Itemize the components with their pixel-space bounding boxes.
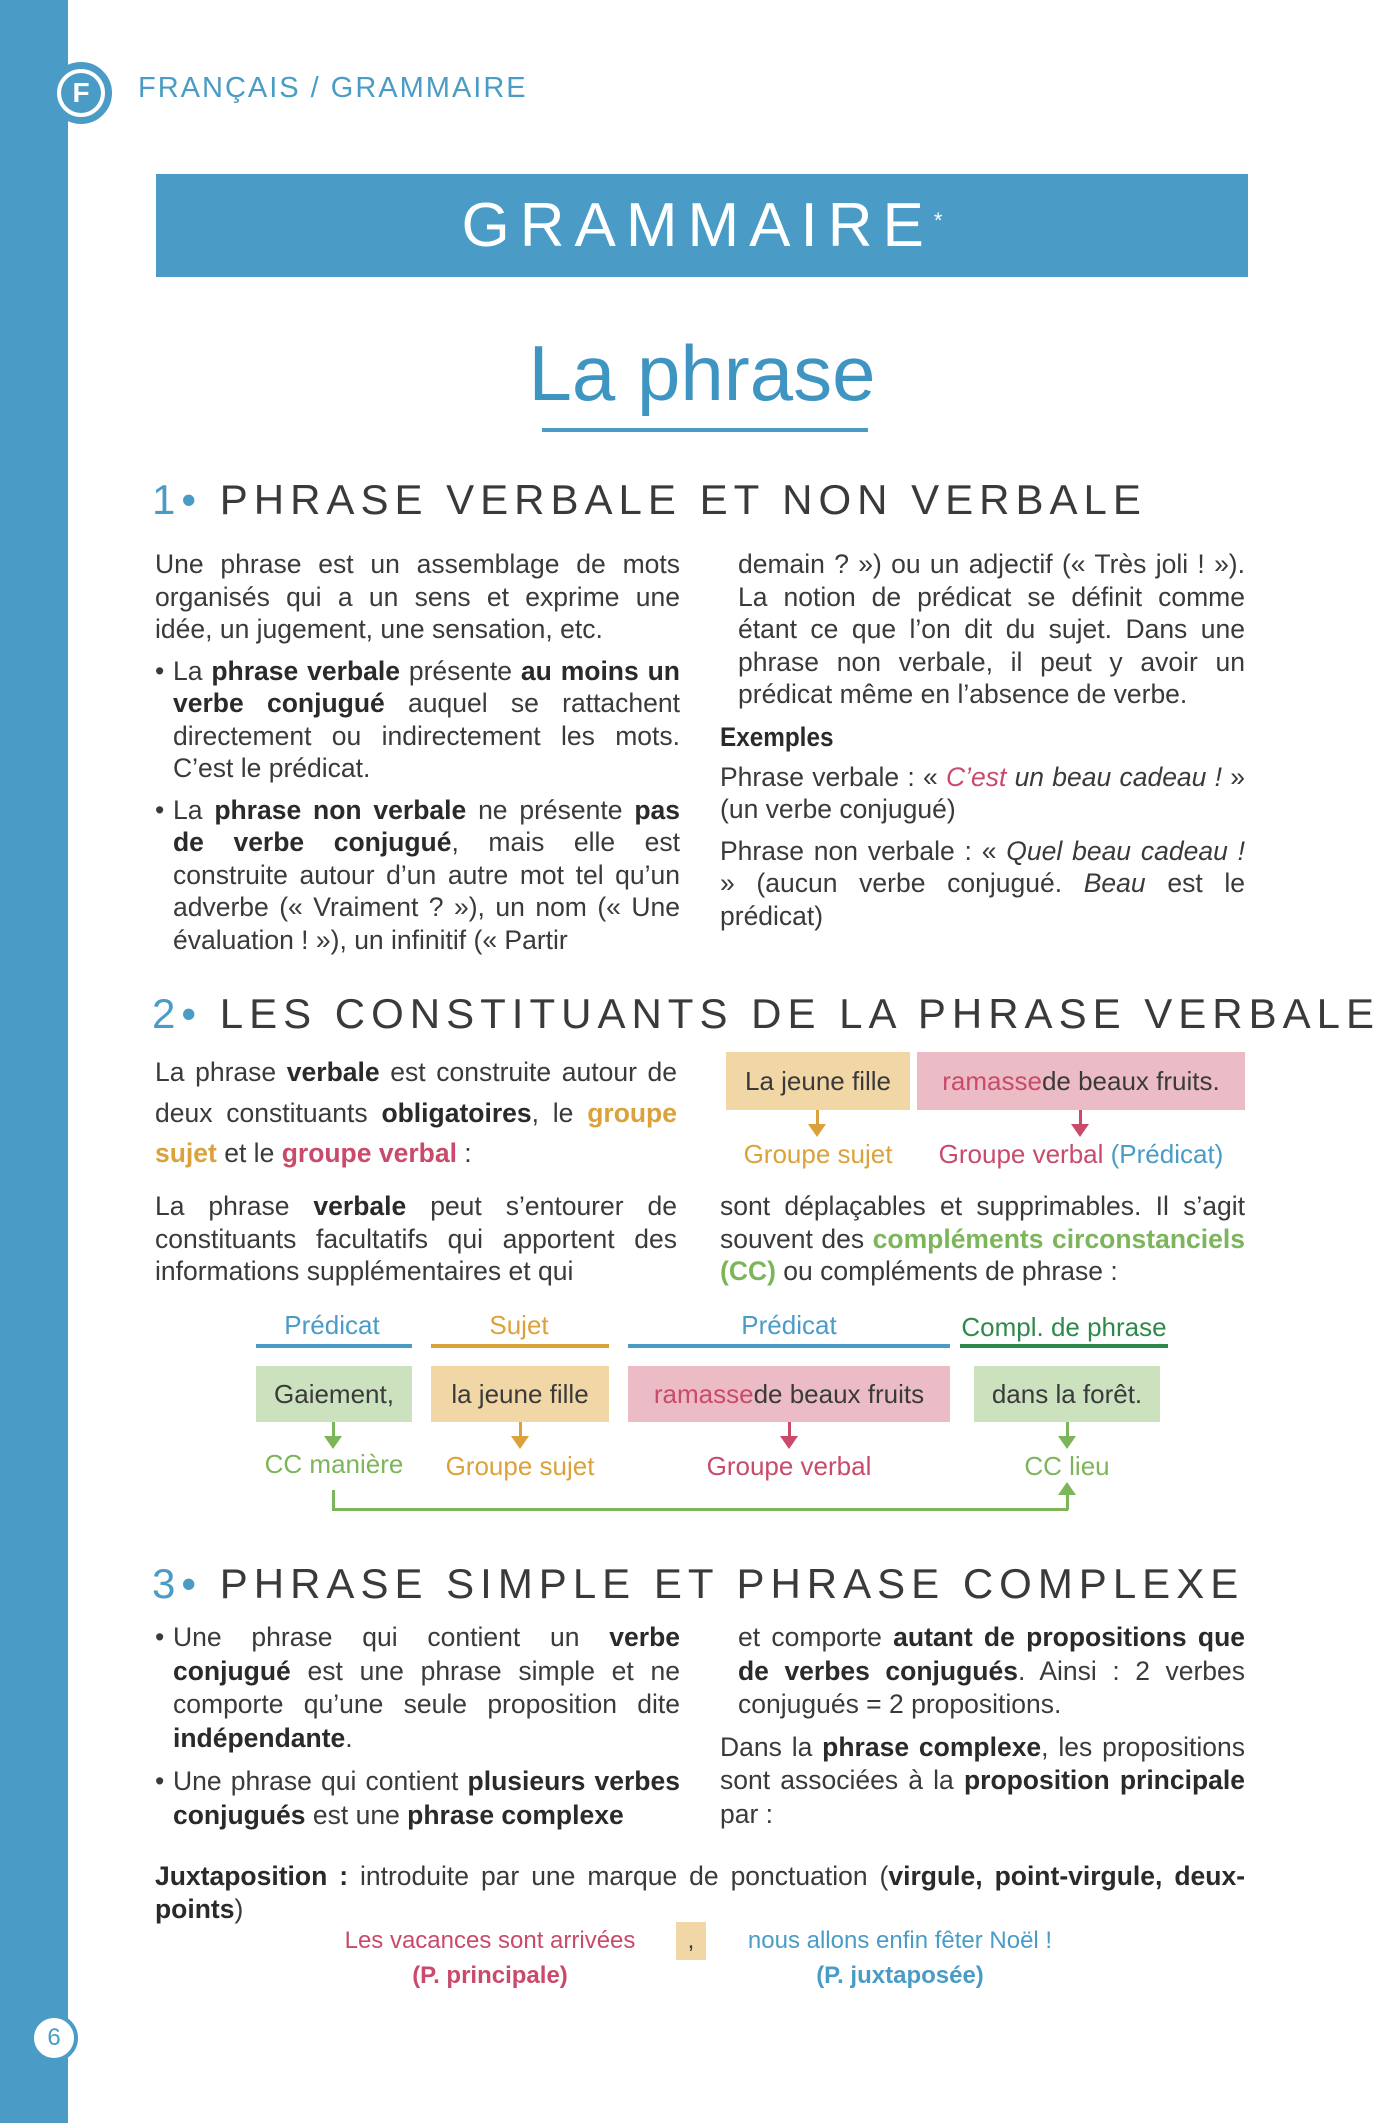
diag2-bottom-label-3: Groupe verbal (706, 1451, 872, 1481)
bullet-phrase-non-verbale: • La phrase non verbale ne présente pas de verbe conjugué, mais elle est construite autour d’un autre mot tel qu’un adverbe (« Vraiment ? »), un nom (« Une évaluation ! »), un infinitif (« Partir (155, 794, 680, 957)
page-title: La phrase (528, 329, 876, 417)
section3-number: 3 (152, 1560, 182, 1607)
diag2-top-label-3: Prédicat (741, 1310, 837, 1340)
move-bracket-line (332, 1508, 1068, 1511)
sidebar-stripe (0, 0, 68, 2123)
chapter-banner (156, 174, 1248, 277)
section2-number: 2 (152, 990, 182, 1037)
section1-right-column (720, 548, 1245, 932)
example-verbal: Phrase verbale : « C’est un beau cadeau ! » (un verbe conjugué) (720, 761, 1245, 824)
section3-title: PHRASE SIMPLE ET PHRASE COMPLEXE (219, 1560, 1245, 1607)
diag2-box-3: ramasse de beaux fruits (628, 1366, 950, 1422)
diag1-arrow-subject-head (808, 1124, 826, 1137)
example-juxtaposed-clause: nous allons enfin fêter Noël ! (747, 1927, 1053, 1954)
subject-logo (50, 62, 112, 124)
section3-associations: Dans la phrase complexe, les propositions sont associées à la proposition principale par : (720, 1731, 1245, 1829)
section1-number: 1 (152, 476, 182, 523)
diag2-box-4: dans la forêt. (974, 1366, 1160, 1422)
bullet-phrase-simple: • Une phrase qui contient un verbe conjugué est une phrase simple et ne comporte qu’une seule proposition dite indépendante. (155, 1621, 680, 1755)
diag2-top-label-2: Sujet (489, 1310, 549, 1340)
diag2-bar-3 (628, 1344, 950, 1348)
diag1-arrow-verb-head (1071, 1124, 1089, 1137)
diag2-box-1: Gaiement, (256, 1366, 412, 1422)
section2-optional-right: sont déplaçables et supprimables. Il s’agit souvent des compléments circonstanciels (CC) ou compléments de phrase : (720, 1191, 1245, 1286)
diag1-subject-caption: Groupe sujet (743, 1139, 893, 1169)
section1-left-column (155, 548, 680, 956)
subject-header: FRANÇAIS / GRAMMAIRE (138, 72, 528, 104)
move-bracket-left (332, 1490, 335, 1510)
diag2-bar-2 (431, 1344, 609, 1348)
example-principal-clause: Les vacances sont arrivées (344, 1927, 636, 1954)
example-punctuation-mark: , (676, 1922, 706, 1960)
section2-intro: La phrase verbale est construite autour de deux constituants obligatoires, le groupe sujet et le groupe verbal : (155, 1057, 677, 1168)
logo-letter: F (61, 73, 101, 113)
diag2-top-label-4: Compl. de phrase (961, 1312, 1167, 1342)
diag2-bar-1 (256, 1344, 412, 1348)
diag1-verb-box: ramasse de beaux fruits. (917, 1052, 1245, 1110)
bullet-phrase-complexe: • Une phrase qui contient plusieurs verbes conjugués est une phrase complexe (155, 1764, 680, 1832)
section1-title: PHRASE VERBALE ET NON VERBALE (219, 476, 1147, 523)
diag2-bottom-label-4: CC lieu (1024, 1451, 1110, 1481)
section3-right-column (720, 1621, 1245, 1831)
section3-heading: 3• PHRASE SIMPLE ET PHRASE COMPLEXE (152, 1560, 1245, 1607)
move-bracket-arrow-head (1058, 1482, 1076, 1495)
diag2-bottom-label-1: CC manière (264, 1449, 404, 1479)
title-underline (542, 428, 868, 432)
diag2-arrow-3-head (780, 1436, 798, 1449)
example-juxtaposed-label: (P. juxtaposée) (816, 1962, 984, 1989)
section3-left-column (155, 1621, 680, 1832)
section2-title: LES CONSTITUANTS DE LA PHRASE VERBALE (219, 990, 1381, 1037)
diag2-bar-4 (960, 1344, 1168, 1348)
diag2-box-2: la jeune fille (431, 1366, 609, 1422)
diag2-arrow-2-head (511, 1436, 529, 1449)
diag2-arrow-4-head (1058, 1436, 1076, 1449)
diag2-arrow-1-head (324, 1436, 342, 1449)
diag1-subject-box: La jeune fille (726, 1052, 910, 1110)
section3-continuation: et comporte autant de propositions que de verbes conjugués. Ainsi : 2 verbes conjugués = 2 propositions. (738, 1622, 1245, 1719)
diag2-top-label-1: Prédicat (284, 1310, 380, 1340)
banner-mark: * (933, 207, 943, 233)
examples-heading: Exemples (720, 721, 834, 752)
example-non-verbal: Phrase non verbale : « Quel beau cadeau ! » (aucun verbe conjugué. Beau est le prédicat) (720, 835, 1245, 931)
page-number: 6 (30, 2014, 78, 2062)
example-principal-label: (P. principale) (412, 1962, 568, 1989)
section1-intro: Une phrase est un assemblage de mots organisés qui a un sens et exprime une idée, un jugement, une sensation, etc. (155, 549, 680, 644)
section2-optional-left: La phrase verbale peut s’entourer de constituants facultatifs qui apportent des informations supplémentaires et qui (155, 1191, 678, 1286)
section1-continuation: demain ? ») ou un adjectif (« Très joli ! »). La notion de prédicat se définit comme étant ce que l’on dit du sujet. Dans une phrase non verbale, il peut y avoir un prédicat même en l’absence de verbe. (738, 549, 1245, 709)
section2-heading: 2• LES CONSTITUANTS DE LA PHRASE VERBALE (152, 990, 1381, 1037)
juxtaposition-definition: Juxtaposition : introduite par une marque de ponctuation (virgule, point-virgule, deux-points) (155, 1861, 1246, 1924)
diag2-bottom-label-2: Groupe sujet (445, 1451, 595, 1481)
banner-title: GRAMMAIRE (461, 191, 934, 260)
section1-heading: 1• PHRASE VERBALE ET NON VERBALE (152, 476, 1147, 523)
bullet-phrase-verbale: • La phrase verbale présente au moins un verbe conjugué auquel se rattachent directement ou indirectement les mots. C’est le prédicat. (155, 655, 680, 785)
diag1-verb-caption: Groupe verbal (Prédicat) (938, 1139, 1224, 1169)
